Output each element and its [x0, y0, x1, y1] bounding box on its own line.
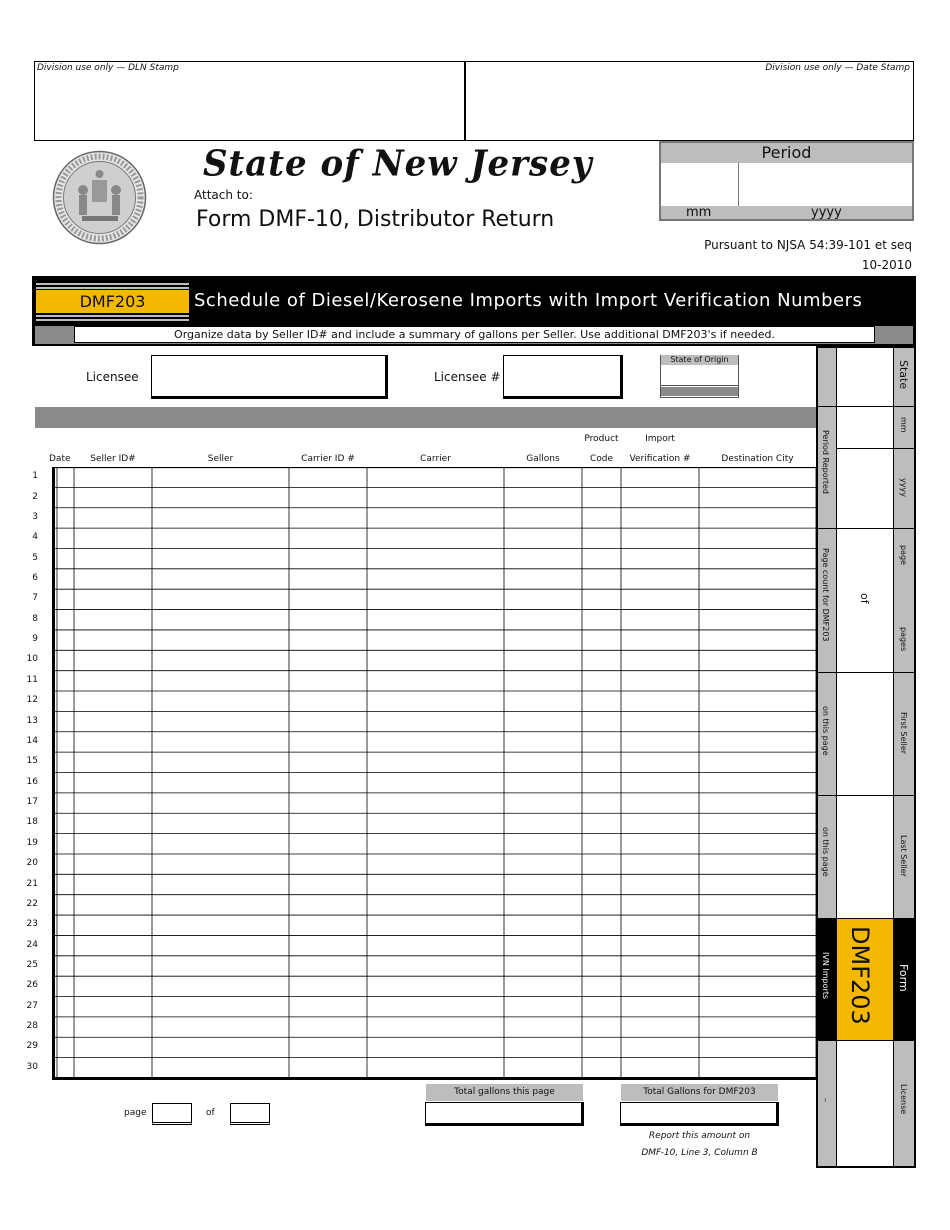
- row-number: 6: [32, 573, 38, 584]
- row-number: 3: [32, 511, 38, 522]
- form-code-label: DMF203: [846, 926, 874, 1025]
- pursuant-text: Pursuant to NJSA 54:39-101 et seq: [704, 238, 912, 252]
- col-code: Code: [589, 454, 614, 464]
- license-dash: –: [821, 1098, 830, 1102]
- row-number: 8: [32, 613, 38, 624]
- stamp-divider: [464, 61, 466, 141]
- schedule-title: Schedule of Diesel/Kerosene Imports with Import Verification Numbers: [194, 290, 863, 311]
- license-label: License: [899, 1084, 908, 1115]
- divider-3: [818, 528, 914, 529]
- row-number: 13: [26, 715, 38, 726]
- sidebar-mm-label: mm: [899, 417, 908, 433]
- row-number: 14: [26, 735, 38, 746]
- row-number: 11: [26, 674, 38, 685]
- total-form-label: Total Gallons for DMF203: [621, 1084, 778, 1101]
- col-date: Date: [49, 454, 71, 464]
- licensee-number-field[interactable]: [503, 355, 623, 399]
- row-number: 15: [26, 756, 38, 767]
- stripe-bot-1: [36, 315, 189, 317]
- col-import: Import: [645, 434, 675, 444]
- schedule-code-tag: DMF203: [36, 290, 189, 313]
- period-reported-label: Period Reported: [821, 430, 830, 495]
- sidebar-state-field[interactable]: [837, 349, 893, 405]
- origin-line: [661, 385, 738, 386]
- period-divider: [738, 163, 739, 206]
- page-count-label: Page count for DMF203: [821, 548, 830, 642]
- period-mm-label: mm: [686, 205, 712, 220]
- last-seller-on-page-label: on this page: [821, 827, 830, 877]
- sidebar-pages-label: pages: [899, 627, 908, 652]
- row-number: 4: [32, 532, 38, 543]
- footer-of-label: of: [206, 1108, 215, 1118]
- sidebar-yyyy-label: yyyy: [899, 478, 908, 497]
- row-number: 17: [26, 797, 38, 808]
- row-number: 18: [26, 817, 38, 828]
- sidebar-state-label: State: [897, 360, 910, 390]
- col-carrier-id: Carrier ID #: [301, 454, 355, 464]
- sidebar-right-strip: [894, 348, 914, 1166]
- col-seller-id: Seller ID#: [90, 454, 136, 464]
- import-table-grid[interactable]: [52, 467, 816, 1080]
- report-note-line1: Report this amount on: [648, 1131, 751, 1141]
- col-destination: Destination City: [721, 454, 794, 464]
- last-seller-label: Last Seller: [899, 835, 908, 877]
- row-number: 12: [26, 695, 38, 706]
- row-number: 23: [26, 919, 38, 930]
- form-title: Form DMF-10, Distributor Return: [196, 207, 555, 232]
- sidebar-of-label: of: [858, 593, 871, 604]
- row-number: 9: [32, 634, 38, 645]
- stripe-top-2: [36, 287, 189, 289]
- col-carrier: Carrier: [420, 454, 451, 464]
- row-number: 26: [26, 980, 38, 991]
- total-page-label: Total gallons this page: [426, 1084, 583, 1101]
- revision-date: 10-2010: [861, 258, 912, 272]
- first-seller-field[interactable]: [837, 673, 893, 794]
- row-number: 29: [26, 1041, 38, 1052]
- row-number: 24: [26, 939, 38, 950]
- col-product: Product: [584, 434, 619, 444]
- table-top-band: [35, 407, 816, 428]
- form-label: Form: [897, 964, 910, 992]
- row-number: 28: [26, 1021, 38, 1032]
- row-number: 25: [26, 959, 38, 970]
- row-number: 10: [26, 654, 38, 665]
- first-seller-label: First Seller: [899, 712, 908, 755]
- footer-page-label: page: [124, 1108, 147, 1118]
- date-stamp-label: Division use only — Date Stamp: [765, 63, 910, 73]
- first-seller-on-page-label: on this page: [821, 706, 830, 756]
- license-field[interactable]: [837, 1041, 893, 1165]
- row-number: 30: [26, 1061, 38, 1072]
- state-of-origin-label: State of Origin: [661, 355, 738, 365]
- period-yyyy-field[interactable]: [740, 164, 911, 205]
- col-gallons: Gallons: [526, 454, 560, 464]
- row-number: 21: [26, 878, 38, 889]
- period-mm-field[interactable]: [662, 164, 737, 205]
- ivn-imports-label: IVN Imports: [821, 952, 830, 1000]
- attach-label: Attach to:: [194, 188, 253, 202]
- row-number: 20: [26, 858, 38, 869]
- sidebar-page-label: page: [899, 545, 908, 565]
- row-number: 1: [32, 471, 38, 482]
- period-footer: [661, 206, 912, 219]
- period-title: Period: [661, 143, 912, 163]
- licensee-name-field[interactable]: [151, 355, 388, 399]
- report-note-line2: DMF-10, Line 3, Column B: [641, 1148, 758, 1158]
- col-seller: Seller: [207, 454, 234, 464]
- licensee-number-label: Licensee #: [434, 370, 501, 384]
- col-verification: Verification #: [629, 454, 691, 464]
- stamp-box: [34, 61, 914, 141]
- sidebar-yyyy-field[interactable]: [837, 449, 893, 527]
- period-yyyy-label: yyyy: [811, 205, 842, 220]
- stripe-top-1: [36, 283, 189, 285]
- total-form-field[interactable]: [620, 1102, 779, 1126]
- last-seller-field[interactable]: [837, 796, 893, 917]
- row-number: 7: [32, 593, 38, 604]
- row-number: 5: [32, 552, 38, 563]
- row-number: 2: [32, 491, 38, 502]
- row-number: 19: [26, 837, 38, 848]
- footer-page-field[interactable]: [152, 1103, 192, 1125]
- row-number: 27: [26, 1000, 38, 1011]
- row-number: 22: [26, 898, 38, 909]
- dln-stamp-label: Division use only — DLN Stamp: [37, 63, 179, 73]
- stripe-bot-2: [36, 319, 189, 321]
- state-seal-icon: [52, 150, 147, 245]
- total-page-field[interactable]: [425, 1102, 584, 1126]
- footer-pages-field[interactable]: [230, 1103, 270, 1125]
- origin-footer: [661, 387, 738, 396]
- sidebar-mm-field[interactable]: [837, 407, 893, 447]
- licensee-label: Licensee: [86, 370, 139, 384]
- row-number: 16: [26, 776, 38, 787]
- state-title: State of New Jersey: [203, 143, 593, 185]
- instruction-text: Organize data by Seller ID# and include a summary of gallons per Seller. Use additional DMF203's if needed.: [74, 326, 875, 343]
